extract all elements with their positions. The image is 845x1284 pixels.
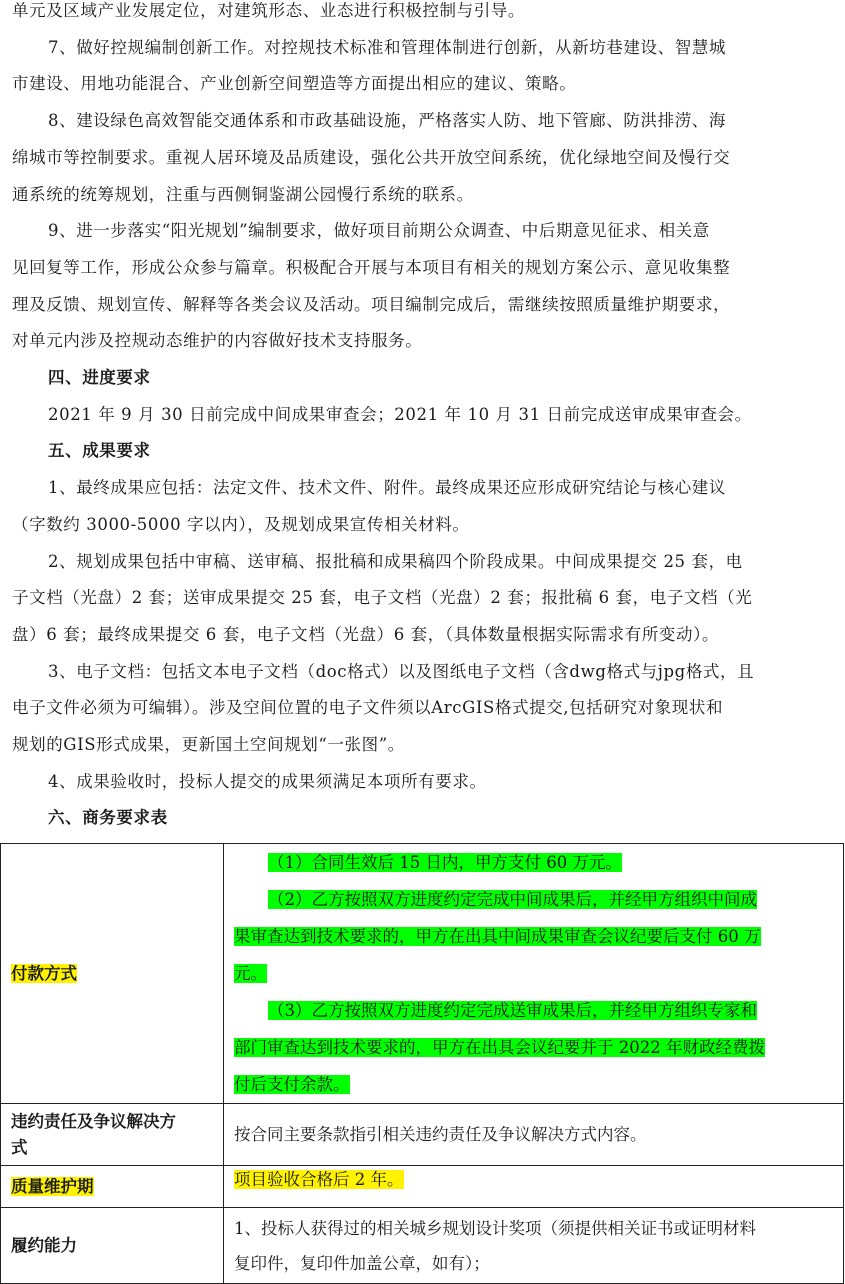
body-line: 8、建设绿色高效智能交通体系和市政基础设施，严格落实人防、地下管廊、防洪排涝、海 [48, 111, 726, 131]
body-line: 4、成果验收时，投标人提交的成果须满足本项所有要求。 [48, 771, 487, 791]
payment-line: 果审查达到技术要求的，甲方在出具中间成果审查会议纪要后支付 60 万 [234, 927, 761, 946]
section-heading: 四、进度要求 [48, 368, 151, 387]
body-line: （字数约 3000-5000 字以内），及规划成果宣传相关材料。 [12, 514, 470, 534]
body-line: 理及反馈、规划宣传、解释等各类会议及活动。项目编制完成后，需继续按照质量维护期要求， [12, 294, 731, 314]
quality-period-content: 项目验收合格后 2 年。 [224, 1166, 844, 1208]
table-row-quality [1, 1166, 844, 1208]
table-row-payment [1, 844, 844, 1104]
body-line: 3、电子文档：包括文本电子文档（doc格式）以及图纸电子文档（含dwg格式与jpg格式，且 [48, 661, 755, 681]
body-line: 规划的GIS形式成果，更新国土空间规划“一张图”。 [12, 735, 405, 754]
body-line: 市建设、用地功能混合、产业创新空间塑造等方面提出相应的建议、策略。 [12, 74, 577, 94]
performance-capability-content: 1、投标人获得过的相关城乡规划设计奖项（须提供相关证书或证明材料 复印件，复印件加盖公章，如有）； [224, 1208, 844, 1284]
body-line: 单元及区域产业发展定位，对建筑形态、业态进行积极控制与引导。 [12, 1, 525, 20]
performance-capability-label: 履约能力 [1, 1208, 224, 1284]
breach-liability-label: 违约责任及争议解决方 式 [1, 1104, 224, 1166]
section-heading: 五、成果要求 [48, 441, 151, 461]
body-line: 2、规划成果包括中审稿、送审稿、报批稿和成果稿四个阶段成果。中间成果提交 25 套，电 [48, 551, 743, 571]
body-line: 对单元内涉及控规动态维护的内容做好技术支持服务。 [12, 331, 423, 351]
payment-line: 部门审查达到技术要求的，甲方在出具会议纪要并于 2022 年财政经费拨 [234, 1038, 765, 1057]
payment-line: （3）乙方按照双方进度约定完成送审成果后，并经甲方组织专家和 [268, 1001, 757, 1020]
body-line: 通系统的统筹规划，注重与西侧铜鉴湖公园慢行系统的联系。 [12, 184, 474, 204]
table-row-capability [1, 1208, 844, 1284]
body-line: 1、最终成果应包括：法定文件、技术文件、附件。最终成果还应形成研究结论与核心建议 [48, 478, 726, 498]
payment-line: （1）合同生效后 15 日内，甲方支付 60 万元。 [268, 853, 622, 872]
body-line: 9、进一步落实“阳光规划”编制要求，做好项目前期公众调查、中后期意见征求、相关意 [48, 221, 710, 241]
body-line: 盘）6 套；最终成果提交 6 套，电子文档（光盘）6 套，（具体数量根据实际需求有所变动）。 [12, 624, 720, 644]
body-line: 2021 年 9 月 30 日前完成中间成果审查会；2021 年 10 月 31 日前完成送审成果审查会。 [48, 404, 752, 424]
payment-method-label: 付款方式 [1, 844, 224, 1104]
body-line: 电子文件必须为可编辑）。涉及空间位置的电子文件须以ArcGIS格式提交,包括研究对象现状和 [12, 698, 724, 718]
body-line: 子文档（光盘）2 套；送审成果提交 25 套，电子文档（光盘）2 套；报批稿 6 套，电子文档（光 [12, 588, 753, 608]
table-row-breach [1, 1104, 844, 1166]
body-line: 7、做好控规编制创新工作。对控规技术标准和管理体制进行创新，从新坊巷建设、智慧城 [48, 37, 726, 57]
payment-line: （2）乙方按照双方进度约定完成中间成果后，并经甲方组织中间成 [268, 890, 757, 909]
body-line: 绵城市等控制要求。重视人居环境及品质建设，强化公共开放空间系统，优化绿地空间及慢行交 [12, 147, 731, 167]
body-line: 见回复等工作，形成公众参与篇章。积极配合开展与本项目有相关的规划方案公示、意见收集整 [12, 257, 731, 277]
business-requirements-table [0, 843, 844, 1284]
payment-line: 付后支付余款。 [234, 1075, 350, 1094]
payment-line: 元。 [234, 964, 267, 983]
quality-period-label: 质量维护期 [1, 1166, 224, 1208]
payment-method-content [224, 844, 844, 1104]
breach-liability-content: 按合同主要条款指引相关违约责任及争议解决方式内容。 [224, 1104, 844, 1166]
section-heading: 六、商务要求表 [48, 808, 168, 828]
